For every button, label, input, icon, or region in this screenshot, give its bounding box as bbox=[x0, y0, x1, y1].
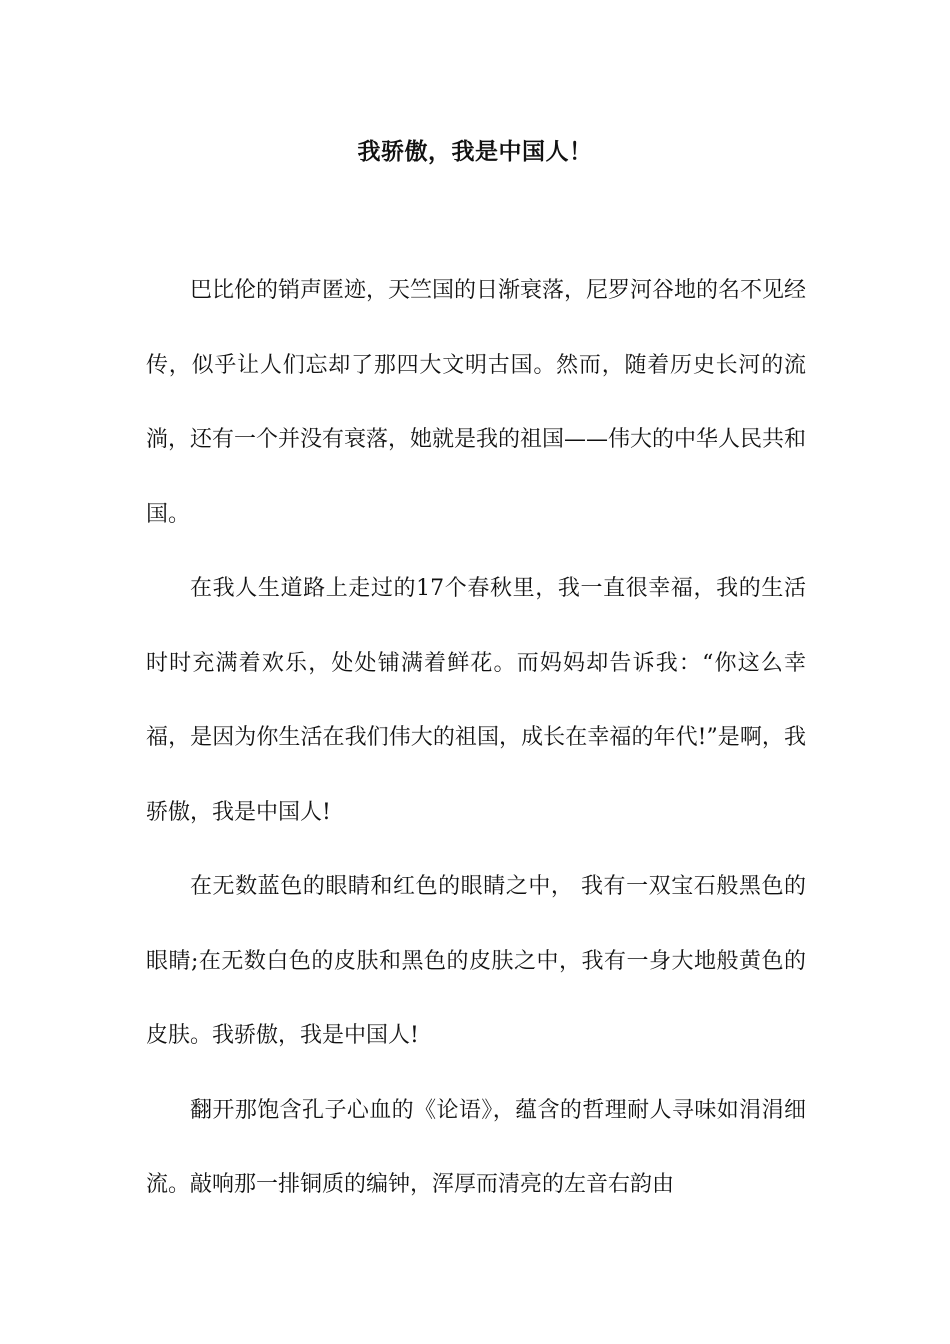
paragraph-1: 巴比伦的销声匿迹，天竺国的日渐衰落，尼罗河谷地的名不见经传，似乎让人们忘却了那四大文明古国。然而，随着历史长河的流淌，还有一个并没有衰落，她就是我的祖国——伟大的中华人民共和国。 bbox=[146, 278, 807, 527]
paragraph-3: 在无数蓝色的眼睛和红色的眼睛之中， 我有一双宝石般黑色的眼睛;在无数白色的皮肤和黑色的皮肤之中，我有一身大地般黄色的皮肤。我骄傲，我是中国人! bbox=[146, 874, 806, 1048]
paragraph-4: 翻开那饱含孔子心血的《论语》，蕴含的哲理耐人寻味如涓涓细流。敲响那一排铜质的编钟，浑厚而清亮的左音右韵由 bbox=[146, 1097, 806, 1197]
paragraph-2: 在我人生道路上走过的17个春秋里，我一直很幸福，我的生活时时充满着欢乐，处处铺满着鲜花。而妈妈却告诉我：“你这么幸福，是因为你生活在我们伟大的祖国，成长在幸福的年代!”是啊，我骄傲，我是中国人! bbox=[146, 576, 806, 825]
document-body bbox=[146, 254, 806, 1223]
document-title: 我骄傲，我是中国人！ bbox=[357, 138, 593, 165]
